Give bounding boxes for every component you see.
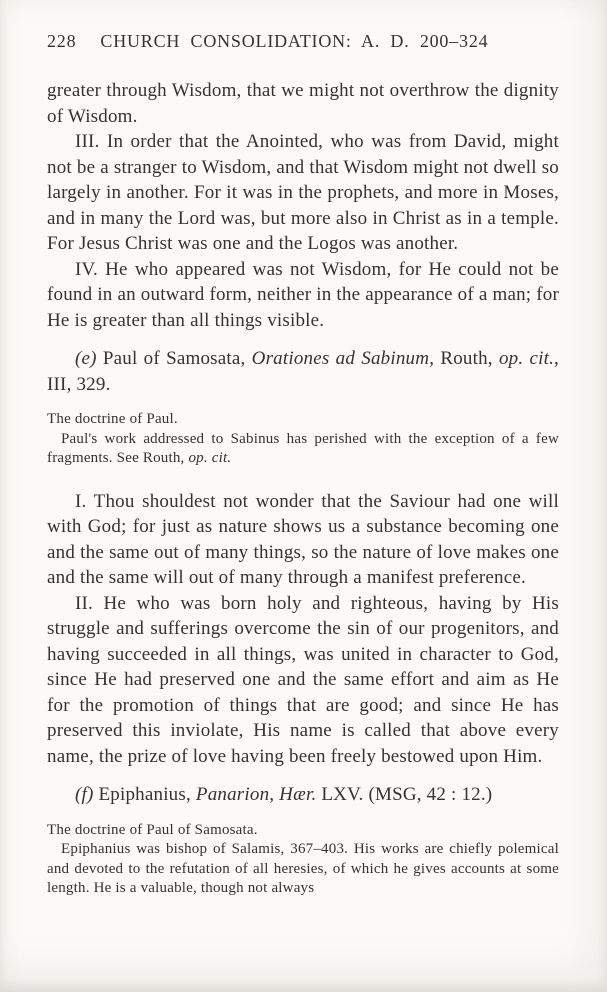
citation-e-opcit: op. cit. (498, 348, 555, 369)
citation-f-work-title: Panarion, Hær. (195, 784, 317, 805)
citation-e (47, 346, 559, 397)
citation-e-reference: , III, 329. (47, 348, 559, 395)
citation-e-work-title: Orationes ad Sabinum (251, 348, 430, 369)
note-f-heading: The doctrine of Paul of Samosata. (47, 821, 258, 838)
citation-f-letter: (f) (75, 784, 99, 805)
editor-note-e (47, 410, 559, 469)
editor-note-f (47, 821, 559, 899)
paragraph-i: I. Thou shouldest not wonder that the Saviour had one will with God; for just as nature shows us a substance becoming one and the same out of many things, so the nature of love makes one and the same will out of many through a manifest preference. (47, 490, 559, 588)
citation-e-letter: (e) (75, 348, 103, 369)
note-e-body-text: Paul's work addressed to Sabinus has perished with the exception of a few fragments. See Routh, (47, 430, 559, 466)
note-e-heading: The doctrine of Paul. (47, 411, 178, 427)
citation-f-author: Epiphanius, (98, 784, 196, 805)
page-number: 228 (47, 31, 77, 51)
note-f-body: Epiphanius was bishop of Salamis, 367–403. His works are chiefly polemical and devoted to the refutation of all heresies, of which he gives accounts at some length. He is a valuable, though not always (47, 841, 559, 896)
citation-f (47, 782, 559, 808)
running-header (47, 30, 559, 52)
citation-e-author: Paul of Samosata, (102, 348, 252, 369)
paragraph-continuation: greater through Wisdom, that we might not overthrow the dignity of Wisdom. (47, 80, 559, 127)
running-title: CHURCH CONSOLIDATION: A. D. 200–324 (100, 31, 489, 51)
note-e-body-opcit: op. cit. (188, 450, 232, 466)
citation-e-editor: , Routh, (429, 348, 499, 369)
paragraph-ii: II. He who was born holy and righteous, having by His struggle and sufferings overcome the sin of our progenitors, and having succeeded in all things, was united in character to God, since He had preserved one and the same effort and aim as He for the promotion of things that are good; and since He has preserved this inviolate, His name is called that above every name, the prize of love having been freely bestowed upon Him. (47, 592, 559, 767)
citation-f-reference: LXV. (MSG, 42 : 12.) (316, 784, 493, 805)
paragraph-iii: III. In order that the Anointed, who was from David, might not be a stranger to Wisdom, and that Wisdom might not dwell so largely in another. For it was in the prophets, and more in Moses, and in many the Lord was, but more also in Christ as in a temple. For Jesus Christ was one and the Logos was another. (47, 131, 559, 254)
note-e-body (47, 430, 559, 469)
paragraph-iv: IV. He who appeared was not Wisdom, for He could not be found in an outward form, neither in the appearance of a man; for He is greater than all things visible. (47, 258, 559, 331)
